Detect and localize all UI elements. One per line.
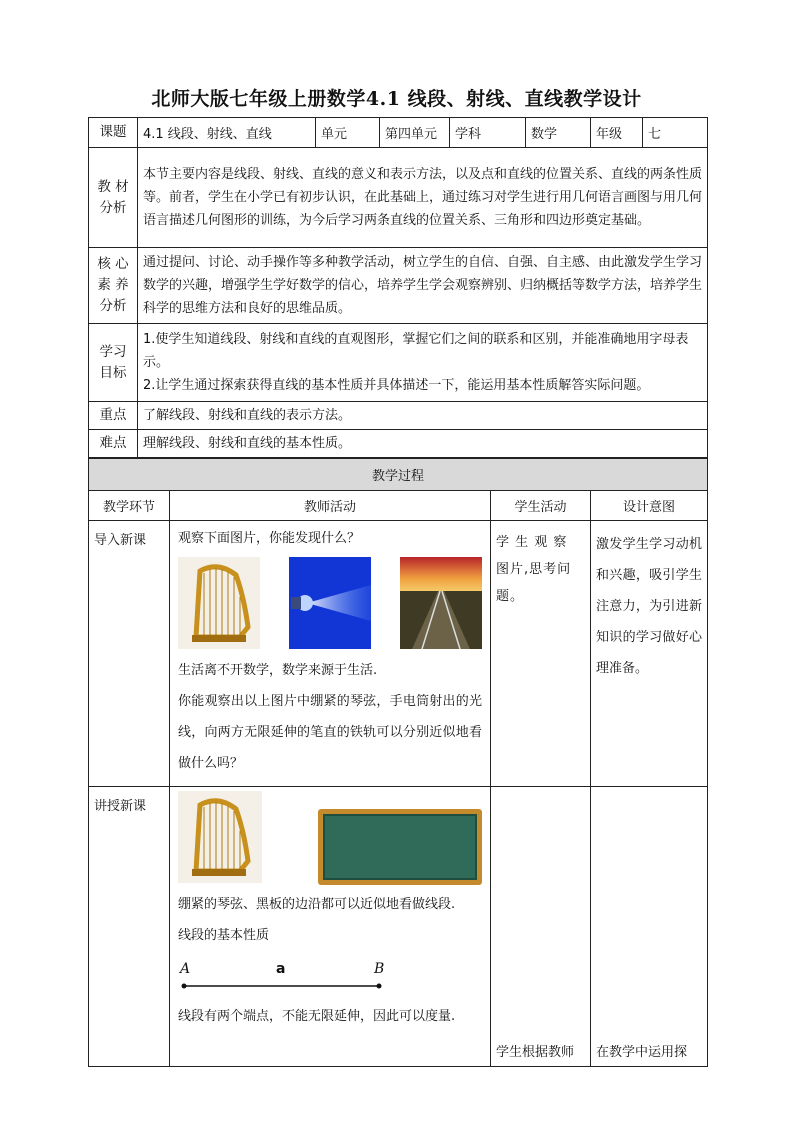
course-value: 4.1 线段、射线、直线 [138,118,316,148]
page-title: 北师大版七年级上册数学4.1 线段、射线、直线教学设计 [151,88,642,110]
grade-label: 年级 [591,118,643,148]
col-teacher: 教师活动 [170,491,491,521]
lecture-stage: 讲授新课 [89,787,170,1067]
intro-teacher-cell [170,521,491,787]
col-intent: 设计意图 [591,491,708,521]
goals-text [138,324,708,402]
unit-label: 单元 [316,118,380,148]
intro-student: 学 生 观 察 图片,思考问题。 [491,521,591,787]
intro-stage: 导入新课 [89,521,170,787]
point-b-label: B [374,961,385,977]
blackboard-image [318,809,482,885]
info-table [88,117,708,458]
lecture-images [178,791,482,887]
intro-intent: 激发学生学习动机和兴趣，吸引学生注意力，为引进新知识的学习做好心理准备。 [591,521,708,787]
subject-value: 数学 [526,118,591,148]
difficulty-label: 难点 [89,430,138,458]
key-label: 重点 [89,402,138,430]
point-a-label: A [180,961,191,977]
intro-text-2: 你能观察出以上图片中绷紧的琴弦，手电筒射出的光线，向两方无限延伸的笔直的铁轨可以分别近似地看做什么吗？ [178,694,482,771]
lecture-text-2: 线段的基本性质 [178,928,270,943]
harp-image [178,557,260,649]
literacy-label: 核 心 素 养 分析 [89,248,138,324]
lecture-text-1: 绷紧的琴弦、黑板的边沿都可以近似地看做线段. [178,897,456,912]
textbook-text: 本节主要内容是线段、射线、直线的意义和表示方法，以及点和直线的位置关系、直线的两条性质等。前者，学生在小学已有初步认识，在此基础上，通过练习对学生进行用几何语言画图与用几何语言描述几何图形的训练，为今后学习两条直线的位置关系、三角形和四边形奠定基础。 [138,148,708,248]
intro-images [178,557,482,649]
process-table [88,458,708,1067]
lecture-intent: 在教学中运用探 [591,787,708,1067]
segment-line [178,981,388,991]
goal-item-1: 1.使学生知道线段、射线和直线的直观图形，掌握它们之间的联系和区别，并能准确地用字母表示。 [143,332,689,370]
segment-label: a [276,961,286,977]
lecture-text-3: 线段有两个端点，不能无限延伸，因此可以度量. [178,1009,456,1024]
course-label: 课题 [89,118,138,148]
intro-question: 观察下面图片，你能发现什么？ [178,531,361,546]
subject-label: 学科 [450,118,526,148]
col-student: 学生活动 [491,491,591,521]
key-text: 了解线段、射线和直线的表示方法。 [138,402,708,430]
difficulty-text: 理解线段、射线和直线的基本性质。 [138,430,708,458]
col-stage: 教学环节 [89,491,170,521]
textbook-label: 教 材 分析 [89,148,138,248]
harp-image-2 [178,791,262,883]
flashlight-image [289,557,371,649]
railway-image [400,557,482,649]
process-heading: 教学过程 [89,459,708,491]
intro-text-1: 生活离不开数学，数学来源于生活. [178,663,378,678]
goals-label: 学习 目标 [89,324,138,402]
lecture-teacher-cell [170,787,491,1067]
unit-value: 第四单元 [380,118,450,148]
grade-value: 七 [643,118,708,148]
literacy-text: 通过提问、讨论、动手操作等多种教学活动，树立学生的自信、自强、自主感、由此激发学生学习数学的兴趣，增强学生学好数学的信心，培养学生学会观察辨别、归纳概括等数学方法，培养学生科学的思维方法和良好的思维品质。 [138,248,708,324]
goal-item-2: 2.让学生通过探索获得直线的基本性质并具体描述一下，能运用基本性质解答实际问题。 [143,378,650,393]
segment-figure [178,955,482,1001]
lecture-student: 学生根据教师 [491,787,591,1067]
